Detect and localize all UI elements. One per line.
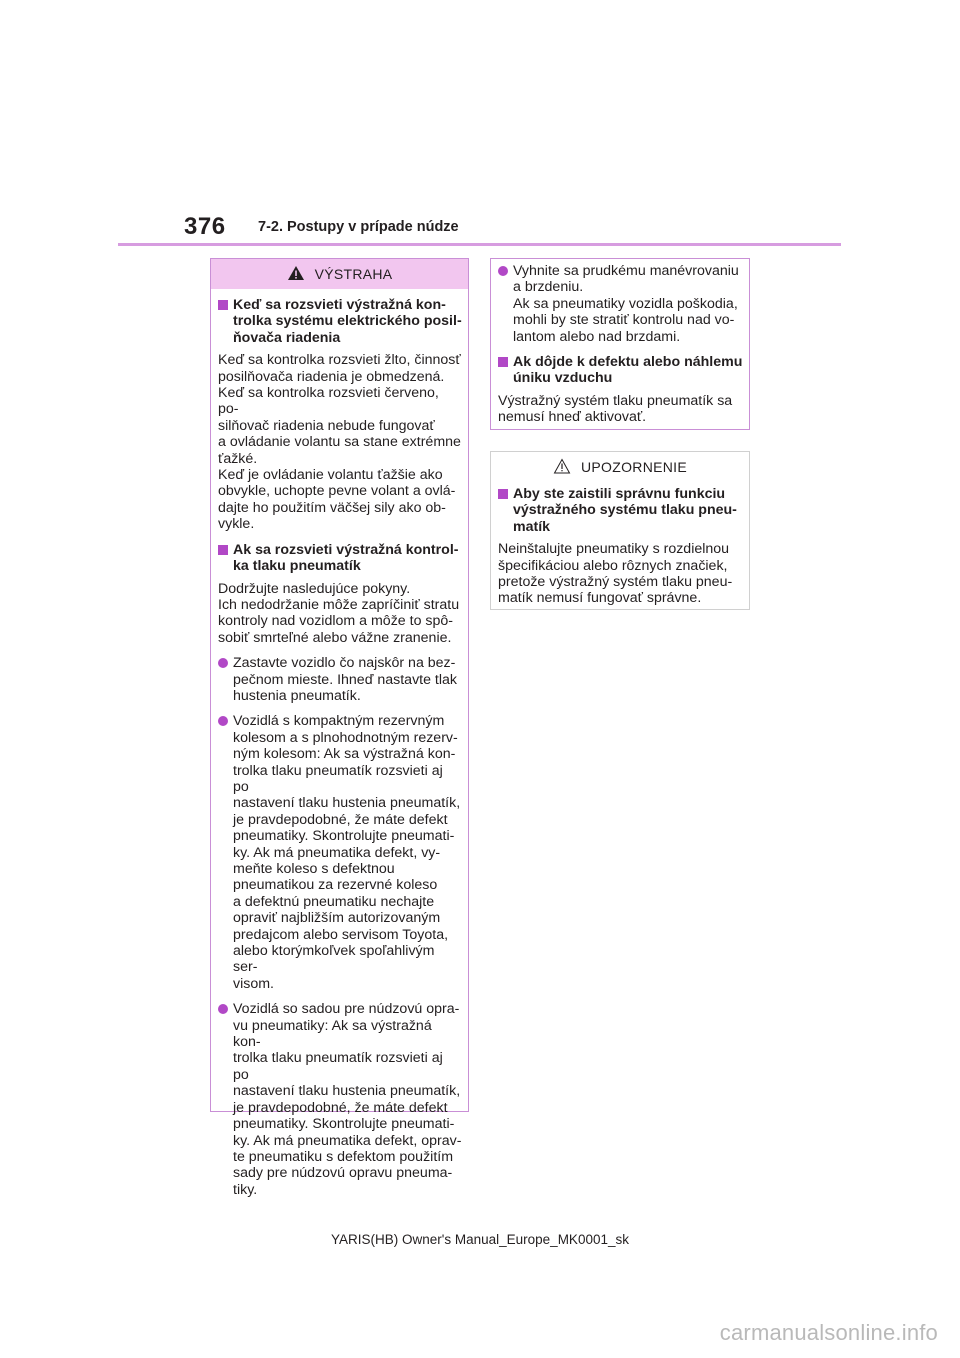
notice-box-body bbox=[491, 482, 749, 626]
square-bullet-icon bbox=[498, 357, 508, 367]
warning-continued-box bbox=[490, 258, 750, 430]
warning-box bbox=[210, 258, 469, 1198]
round-bullet-icon bbox=[498, 266, 508, 276]
round-bullet-icon bbox=[218, 1004, 228, 1014]
caution-triangle-icon bbox=[553, 458, 571, 477]
notice-heading: Aby ste zaistili správnu funkciu výstražného systému tlaku pneu- matík bbox=[498, 486, 743, 535]
square-bullet-icon bbox=[218, 545, 228, 555]
warning-box-header bbox=[211, 259, 468, 289]
warning-triangle-icon bbox=[287, 265, 305, 284]
header-divider bbox=[118, 243, 841, 246]
warning-paragraph-tpws: Dodržujte nasledujúce pokyny. Ich nedodržanie môže zapríčiniť stratu kontroly nad vozidlom a môže to spô- sobiť smrteľné alebo vážne zranenie. bbox=[218, 580, 460, 646]
footer-manual-id: YARIS(HB) Owner's Manual_Europe_MK0001_sk bbox=[331, 1232, 629, 1247]
warning-box-title: VÝSTRAHA bbox=[314, 266, 393, 282]
notice-box-title: UPOZORNENIE bbox=[581, 459, 687, 475]
watermark: carmanualsonline.info bbox=[719, 1320, 938, 1345]
square-bullet-icon bbox=[218, 300, 228, 310]
page-number: 376 bbox=[184, 213, 226, 240]
notice-paragraph: Neinštalujte pneumatiky s rozdielnou špecifikáciou alebo rôznych značiek, pretože výstražný systém tlaku pneu- matík nemusí fungovať správne. bbox=[498, 541, 733, 607]
list-item: Vozidlá s kompaktným rezervným kolesom a s plnohodnotným rezerv- ným kolesom: Ak sa výstražná kon- trolka tlaku pneumatík rozsvieti aj po nastavení tlaku hustenia pneumatík, je pravdepodobné, že máte defekt pneumatiky. Skontrolujte pneumati- ky. Ak má pneumatika defekt, vy- meňte koleso s defektnou pneumatikou za rezervné koleso a defektnú pneumatiku nechajte opraviť najbližším autorizovaným predajcom alebo servisom Toyota, alebo ktorýmkoľvek spoľahlivým ser- visom. bbox=[218, 713, 462, 992]
section-title: 7-2. Postupy v prípade núdze bbox=[258, 219, 459, 235]
warning-paragraph-puncture: Výstražný systém tlaku pneumatík sa nemusí hneď aktivovať. bbox=[498, 392, 733, 426]
round-bullet-icon bbox=[218, 658, 228, 668]
list-item: Vyhnite sa prudkému manévrovaniu a brzdeniu. Ak sa pneumatiky vozidla poškodia, mohli by ste stratiť kontrolu nad vo- lantom alebo nad brzdami. bbox=[498, 263, 743, 345]
warning-heading-eps: Keď sa rozsvieti výstražná kon- trolka systému elektrického posil- ňovača riadenia bbox=[218, 297, 462, 346]
warning-continued-body bbox=[491, 259, 749, 445]
list-item: Zastavte vozidlo čo najskôr na bez- pečnom mieste. Ihneď nastavte tlak hustenia pneumatík. bbox=[218, 655, 462, 704]
round-bullet-icon bbox=[218, 716, 228, 726]
warning-heading-puncture: Ak dôjde k defektu alebo náhlemu úniku vzduchu bbox=[498, 354, 743, 387]
warning-paragraph-eps: Keď sa kontrolka rozsvieti žlto, činnosť posilňovača riadenia je obmedzená. Keď sa kontrolka rozsvieti červeno, po- silňovač riadenia nebude fungovať a ovládanie volantu sa stane extrémne ťažké. Keď je ovládanie volantu ťažšie ako obvykle, uchopte pevne volant a ovlá- dajte ho použitím väčšej sily ako ob- vykle. bbox=[218, 352, 461, 533]
warning-heading-tpws: Ak sa rozsvieti výstražná kontrol- ka tlaku pneumatík bbox=[218, 542, 462, 575]
notice-box bbox=[490, 451, 750, 610]
warning-box-body bbox=[211, 289, 468, 1217]
notice-box-header bbox=[491, 452, 749, 482]
list-item: Vozidlá so sadou pre núdzovú opra- vu pneumatiky: Ak sa výstražná kon- trolka tlaku pneumatík rozsvieti aj po nastavení tlaku hustenia pneumatík, je pravdepodobné, že máte defekt pneumatiky. Skontrolujte pneumati- ky. Ak má pneumatika defekt, oprav- te pneumatiku s defektom použitím sady pre núdzovú opravu pneuma- tiky. bbox=[218, 1001, 462, 1198]
square-bullet-icon bbox=[498, 489, 508, 499]
